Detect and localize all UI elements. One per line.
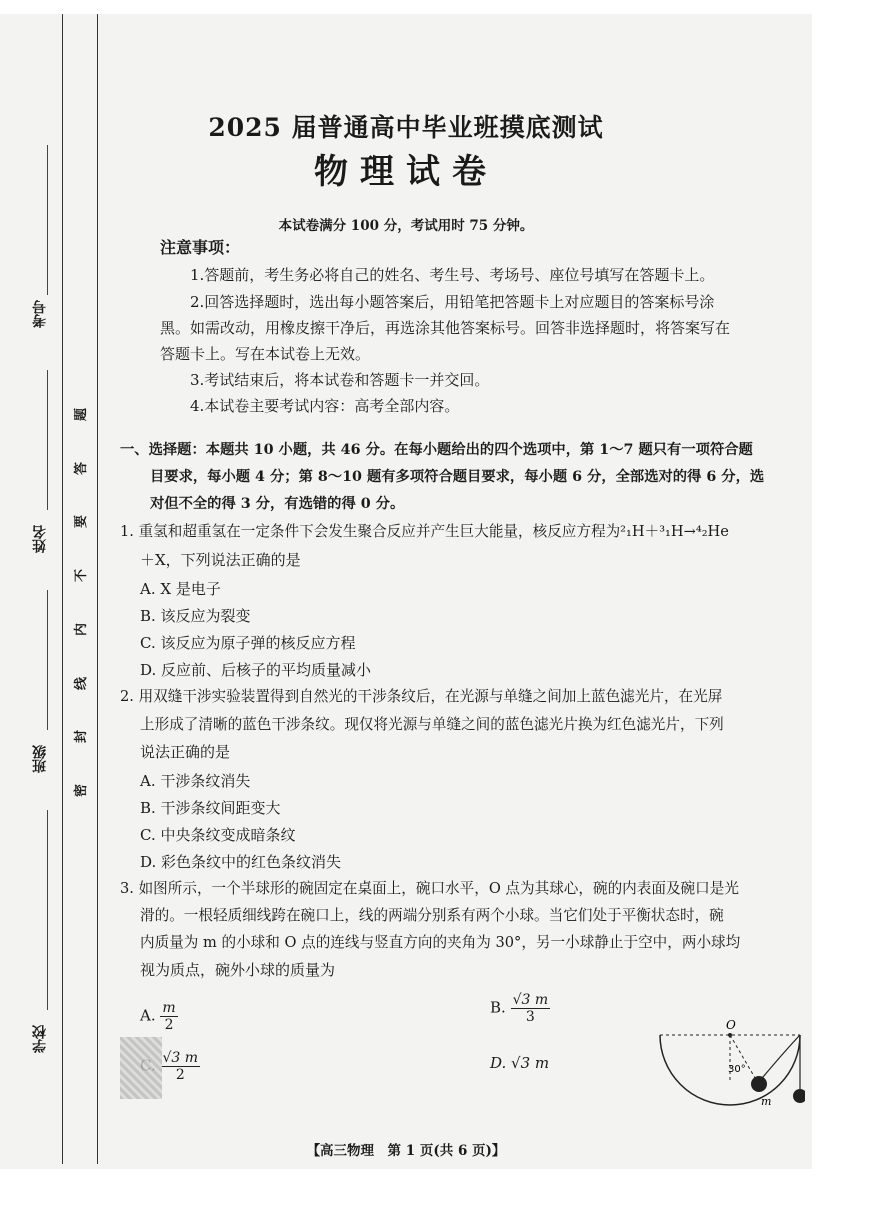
q1-option-d[interactable]: D. 反应前、后核子的平均质量减小 xyxy=(140,661,372,679)
radius-line xyxy=(730,1035,758,1083)
numerator: √3 m xyxy=(512,992,549,1008)
notes-heading: 注意事项： xyxy=(160,238,241,257)
string-inside xyxy=(758,1035,800,1083)
q2-option-a[interactable]: A. 干涉条纹消失 xyxy=(140,772,251,790)
option-letter: B. xyxy=(490,998,506,1017)
q3-option-a[interactable] xyxy=(140,1000,178,1033)
bowl-diagram xyxy=(655,1015,805,1110)
seal-char: 题 xyxy=(74,407,90,422)
ball-inside xyxy=(751,1076,767,1092)
note-line: 4.本试卷主要考试内容：高考全部内容。 xyxy=(190,397,460,415)
q2-option-d[interactable]: D. 彩色条纹中的红色条纹消失 xyxy=(140,853,342,871)
question-2-stem: 上形成了清晰的蓝色干涉条纹。现仅将光源与单缝之间的蓝色滤光片换为红色滤光片，下列 xyxy=(140,716,724,733)
q3-option-b[interactable] xyxy=(490,992,550,1025)
denominator: 3 xyxy=(525,1009,535,1025)
note-line: 2.回答选择题时，选出每小题答案后，用铅笔把答题卡上对应题目的答案标号涂 xyxy=(190,293,715,311)
option-letter: A. xyxy=(140,1006,156,1025)
fraction xyxy=(160,1000,177,1033)
numerator: √3 m xyxy=(162,1050,199,1066)
q1-option-a[interactable]: A. X 是电子 xyxy=(140,580,221,598)
seal-char: 密 xyxy=(74,783,90,797)
note-line: 1.答题前，考生务必将自己的姓名、考生号、考场号、座位号填写在答题卡上。 xyxy=(190,266,715,284)
scan-artifact xyxy=(120,1037,162,1099)
section-instruction: 目要求，每小题 4 分；第 8～10 题有多项符合题目要求，每小题 6 分，全部选对的得 6 分，选 xyxy=(150,469,765,485)
exam-title: 2025 届普通高中毕业班摸底测试 xyxy=(208,113,604,142)
exam-number-label: 考号 xyxy=(32,300,48,328)
numerator: m xyxy=(162,1000,176,1016)
question-3-stem: 内质量为 m 的小球和 O 点的连线与竖直方向的夹角为 30°，另一小球静止于空中，两小球均 xyxy=(140,934,741,951)
q3-option-d[interactable]: D. √3 m xyxy=(490,1054,550,1072)
seal-char: 线 xyxy=(74,676,90,690)
q1-option-c[interactable]: C. 该反应为原子弹的核反应方程 xyxy=(140,634,356,652)
nuclear-equation: ²₁H＋³₁H→⁴₂He xyxy=(620,523,729,540)
question-1-stem-cont: ＋X，下列说法正确的是 xyxy=(140,551,301,569)
seal-char: 答 xyxy=(74,461,90,475)
exam-info: 本试卷满分 100 分，考试用时 75 分钟。 xyxy=(278,218,534,234)
question-3-stem: 3. 如图所示，一个半球形的碗固定在桌面上，碗口水平，O 点为其球心，碗的内表面及碗口是光 xyxy=(120,880,739,897)
question-1-text: 1. 重氢和超重氢在一定条件下会发生聚合反应并产生巨大能量，核反应方程为 xyxy=(120,523,621,540)
school-line xyxy=(47,810,48,1010)
school-label: 学校 xyxy=(32,1025,48,1053)
class-line xyxy=(47,590,48,730)
denominator: 2 xyxy=(175,1067,185,1083)
fraction xyxy=(511,992,551,1025)
page-footer: 【高三物理 第 1 页(共 6 页)】 xyxy=(306,1143,506,1159)
point-o xyxy=(728,1033,732,1037)
note-line: 3.考试结束后，将本试卷和答题卡一并交回。 xyxy=(190,371,490,389)
note-line: 黑。如需改动，用橡皮擦干净后，再选涂其他答案标号。回答非选择题时，将答案写在 xyxy=(160,319,731,337)
seal-char: 要 xyxy=(74,515,90,529)
question-3-stem: 视为质点，碗外小球的质量为 xyxy=(140,961,336,979)
seal-char: 封 xyxy=(74,730,90,744)
question-1-stem xyxy=(120,522,729,542)
seal-line-text xyxy=(68,405,92,800)
ball-outside xyxy=(793,1089,805,1103)
note-line: 答题卡上。写在本试卷上无效。 xyxy=(160,345,371,363)
question-2-stem: 2. 用双缝干涉实验装置得到自然光的干涉条纹后，在光源与单缝之间加上蓝色滤光片，在光屏 xyxy=(120,688,723,705)
class-label: 班级 xyxy=(32,745,48,773)
label-m: m xyxy=(761,1095,772,1108)
q2-option-b[interactable]: B. 干涉条纹间距变大 xyxy=(140,799,281,817)
section-instruction: 对但不全的得 3 分，有选错的得 0 分。 xyxy=(150,496,405,512)
subject-title: 物理试卷 xyxy=(314,152,498,192)
name-label: 姓名 xyxy=(32,525,48,553)
question-2-stem: 说法正确的是 xyxy=(140,743,231,761)
name-line xyxy=(47,370,48,510)
denominator: 2 xyxy=(164,1017,174,1033)
fraction xyxy=(161,1050,201,1083)
label-angle: 30° xyxy=(728,1064,746,1075)
q2-option-c[interactable]: C. 中央条纹变成暗条纹 xyxy=(140,826,296,844)
question-3-stem: 滑的。一根轻质细线跨在碗口上，线的两端分别系有两个小球。当它们处于平衡状态时，碗 xyxy=(140,907,724,924)
seal-char: 内 xyxy=(74,622,90,636)
q1-option-b[interactable]: B. 该反应为裂变 xyxy=(140,607,251,625)
seal-char: 不 xyxy=(74,569,90,583)
section-instruction: 一、选择题：本题共 10 小题，共 46 分。在每小题给出的四个选项中，第 1～7 题只有一项符合题 xyxy=(120,442,753,458)
label-o: O xyxy=(726,1018,736,1032)
